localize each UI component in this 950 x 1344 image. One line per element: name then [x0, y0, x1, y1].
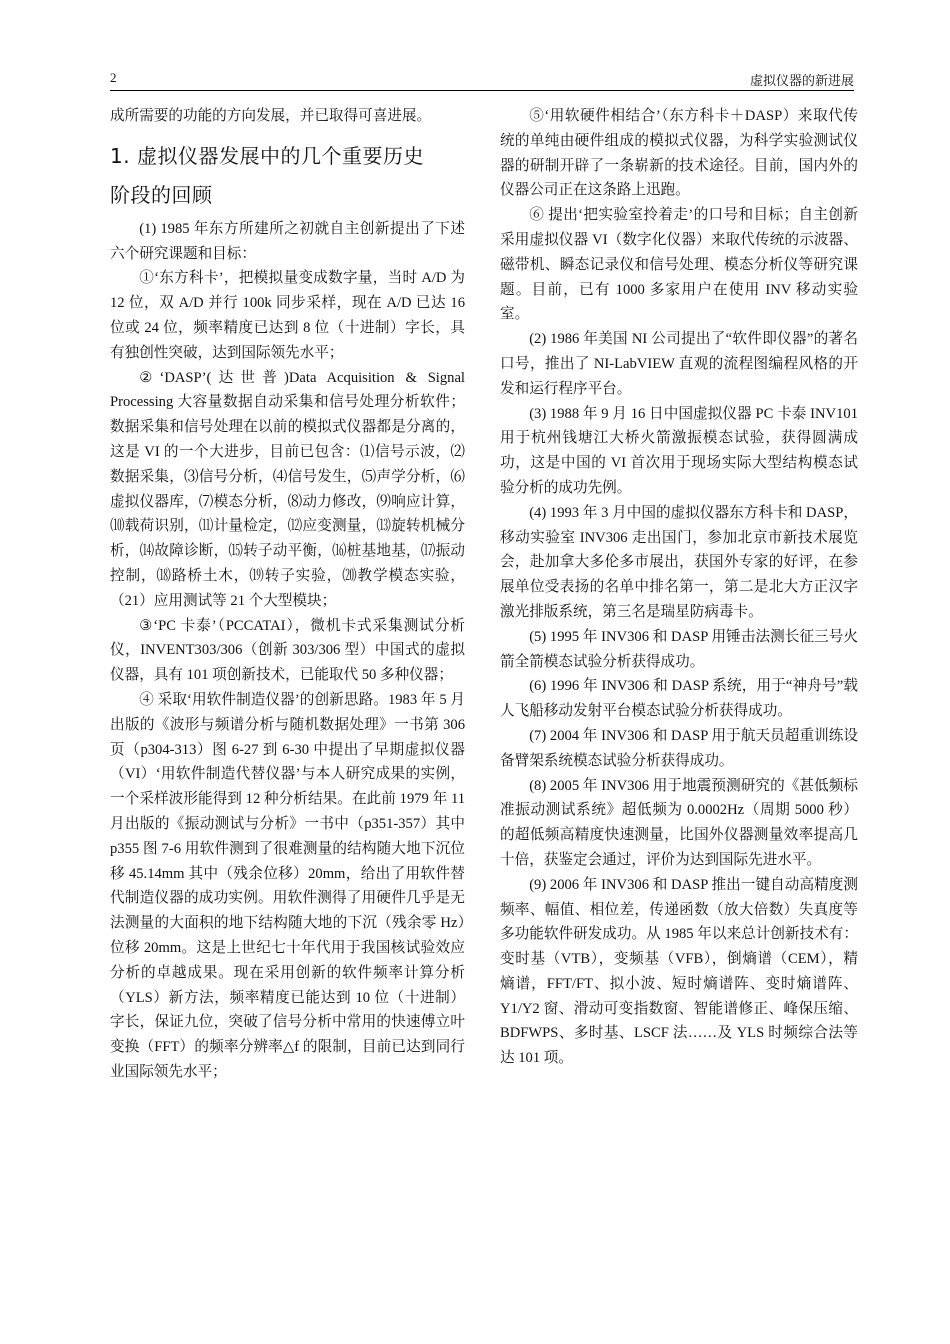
- page-header: [110, 70, 854, 91]
- paragraph: ②‘DASP’(达世普)Data Acquisition & Signal Processing 大容量数据自动采集和信号处理分析软件；数据采集和信号处理在以前的模拟式仪器都是分离的，这是 VI 的一个大进步，目前已包含：⑴信号示波，⑵数据采集，⑶信号分析，⑷信号发生，⑸声学分析，⑹虚拟仪器库，⑺模态分析，⑻动力修改，⑼响应计算，⑽载荷识别，⑾计量检定，⑿应变测量，⒀旋转机械分析，⒁故障诊断，⒂转子动平衡，⒃桩基地基，⒄振动控制，⒅路桥土木，⒆转子实验，⒇教学模态实验，（21）应用测试等 21 个大型模块；: [110, 369, 465, 609]
- paragraph: (5) 1995 年 INV306 和 DASP 用锤击法测长征三号火箭全箭模态试验分析获得成功。: [500, 628, 858, 670]
- section-heading-line1: 1. 虚拟仪器发展中的几个重要历史: [110, 143, 424, 168]
- paragraph: (7) 2004 年 INV306 和 DASP 用于航天员超重训练设备臂架系统模态试验分析获得成功。: [500, 727, 858, 769]
- left-column: [110, 104, 465, 1085]
- paragraph: (9) 2006 年 INV306 和 DASP 推出一键自动高精度测频率、幅值、相位差，传递函数（放大倍数）失真度等多功能软件研发成功。从 1985 年以来总计创新技术有：变时基（VTB），变频基（VFB），倒熵谱（CEM），精熵谱，FFT/FT、拟小波、短时熵谱阵、变时熵谱阵、Y1/Y2 窗、滑动可变指数窗、智能谱修正、峰保压缩、BDFWPS、多时基、LSCF 法……及 YLS 时频综合法等达 101 项。: [500, 876, 858, 1067]
- paragraph: (6) 1996 年 INV306 和 DASP 系统，用于“神舟号”载人飞船移动发射平台模态试验分析获得成功。: [500, 678, 858, 720]
- paragraph: (2) 1986 年美国 NI 公司提出了“软件即仪器”的著名口号，推出了 NI-LabVIEW 直观的流程图编程风格的开发和运行程序平台。: [500, 331, 858, 397]
- paragraph: (4) 1993 年 3 月中国的虚拟仪器东方科卡和 DASP，移动实验室 INV306 走出国门，参加北京市新技术展览会，赴加拿大多伦多市展出，获国外专家的好评，在参展单位受表扬的名单中排名第一，第二是北大方正汉字激光排版系统，第三名是瑞星防病毒卡。: [500, 504, 858, 620]
- intro-paragraph: 成所需要的功能的方向发展，并已取得可喜进展。: [110, 108, 432, 124]
- running-title: 虚拟仪器的新进展: [749, 73, 854, 88]
- paragraph: (1) 1985 年东方所建所之初就自主创新提出了下述六个研究课题和目标：: [110, 220, 465, 262]
- paragraph: (8) 2005 年 INV306 用于地震预测研究的《甚低频标准振动测试系统》超低频为 0.0002Hz（周期 5000 秒）的超低频高精度快速测量，比国外仪器测量效率提高几十倍，获鉴定会通过，评价为达到国际先进水平。: [500, 777, 858, 868]
- paragraph: ③‘PC 卡泰’（PCCATAI），微机卡式采集测试分析仪，INVENT303/306（创新 303/306 型）中国式的虚拟仪器，具有 101 项创新技术，已能取代 50 多种仪器；: [110, 617, 465, 684]
- paragraph: ④ 采取‘用软件制造仪器’的创新思路。1983 年 5 月出版的《波形与频谱分析与随机数据处理》一书第 306 页（p304-313）图 6-27 到 6-30 中提出了早期虚拟仪器（VI）‘用软件制造代替仪器’与本人研究成果的实例，一个采样波形能得到 12 种分析结果。在此前 1979 年 11 月出版的《振动测试与分析》一书中（p351-357）其中 p355 图 7-6 用软件测到了很难测量的结构随大地下沉位移 45.14mm 其中（残余位移）20mm，给出了用软件替代制造仪器的成功实例。用软件测得了用硬件几乎是无法测量的大面积的地下结构随大地的下沉（残余零 Hz）位移 20mm。这是上世纪七十年代用于我国核试验效应分析的卓越成果。现在采用创新的软件频率计算分析（YLS）新方法，频率精度已能达到 10 位（十进制）字长，保证九位，突破了信号分析中常用的快速傅立叶变换（FFT）的频率分辨率△f 的限制，目前已达到同行业国际领先水平；: [110, 691, 465, 1080]
- paragraph: (3) 1988 年 9 月 16 日中国虚拟仪器 PC 卡泰 INV101 用于杭州钱塘江大桥火箭激振模态试验，获得圆满成功，这是中国的 VI 首次用于现场实际大型结构模态试验分析的成功先例。: [500, 405, 858, 496]
- paragraph: ①‘东方科卡’，把模拟量变成数字量，当时 A/D 为 12 位，双 A/D 并行 100k 同步采样，现在 A/D 已达 16 位或 24 位，频率精度已达到 8 位（十进制）字长，具有独创性突破，达到国际领先水平；: [110, 270, 465, 361]
- paragraph: ⑥ 提出‘把实验室拎着走’的口号和目标；自主创新采用虚拟仪器 VI（数字化仪器）来取代传统的示波器、磁带机、瞬态记录仪和信号处理、模态分析仪等研究课题。目前，已有 1000 多家用户在使用 INV 移动实验室。: [500, 207, 858, 323]
- paragraph: ⑤‘用软硬件相结合’（东方科卡＋DASP）来取代传统的单纯由硬件组成的模拟式仪器，为科学实验测试仪器的研制开辟了一条崭新的技术途径。目前，国内外的仪器公司正在这条路上迅跑。: [500, 108, 858, 199]
- section-heading-line2: 阶段的回顾: [110, 182, 213, 207]
- section-heading: [110, 137, 465, 215]
- page-number: 2: [110, 70, 117, 85]
- right-column: [500, 104, 858, 1071]
